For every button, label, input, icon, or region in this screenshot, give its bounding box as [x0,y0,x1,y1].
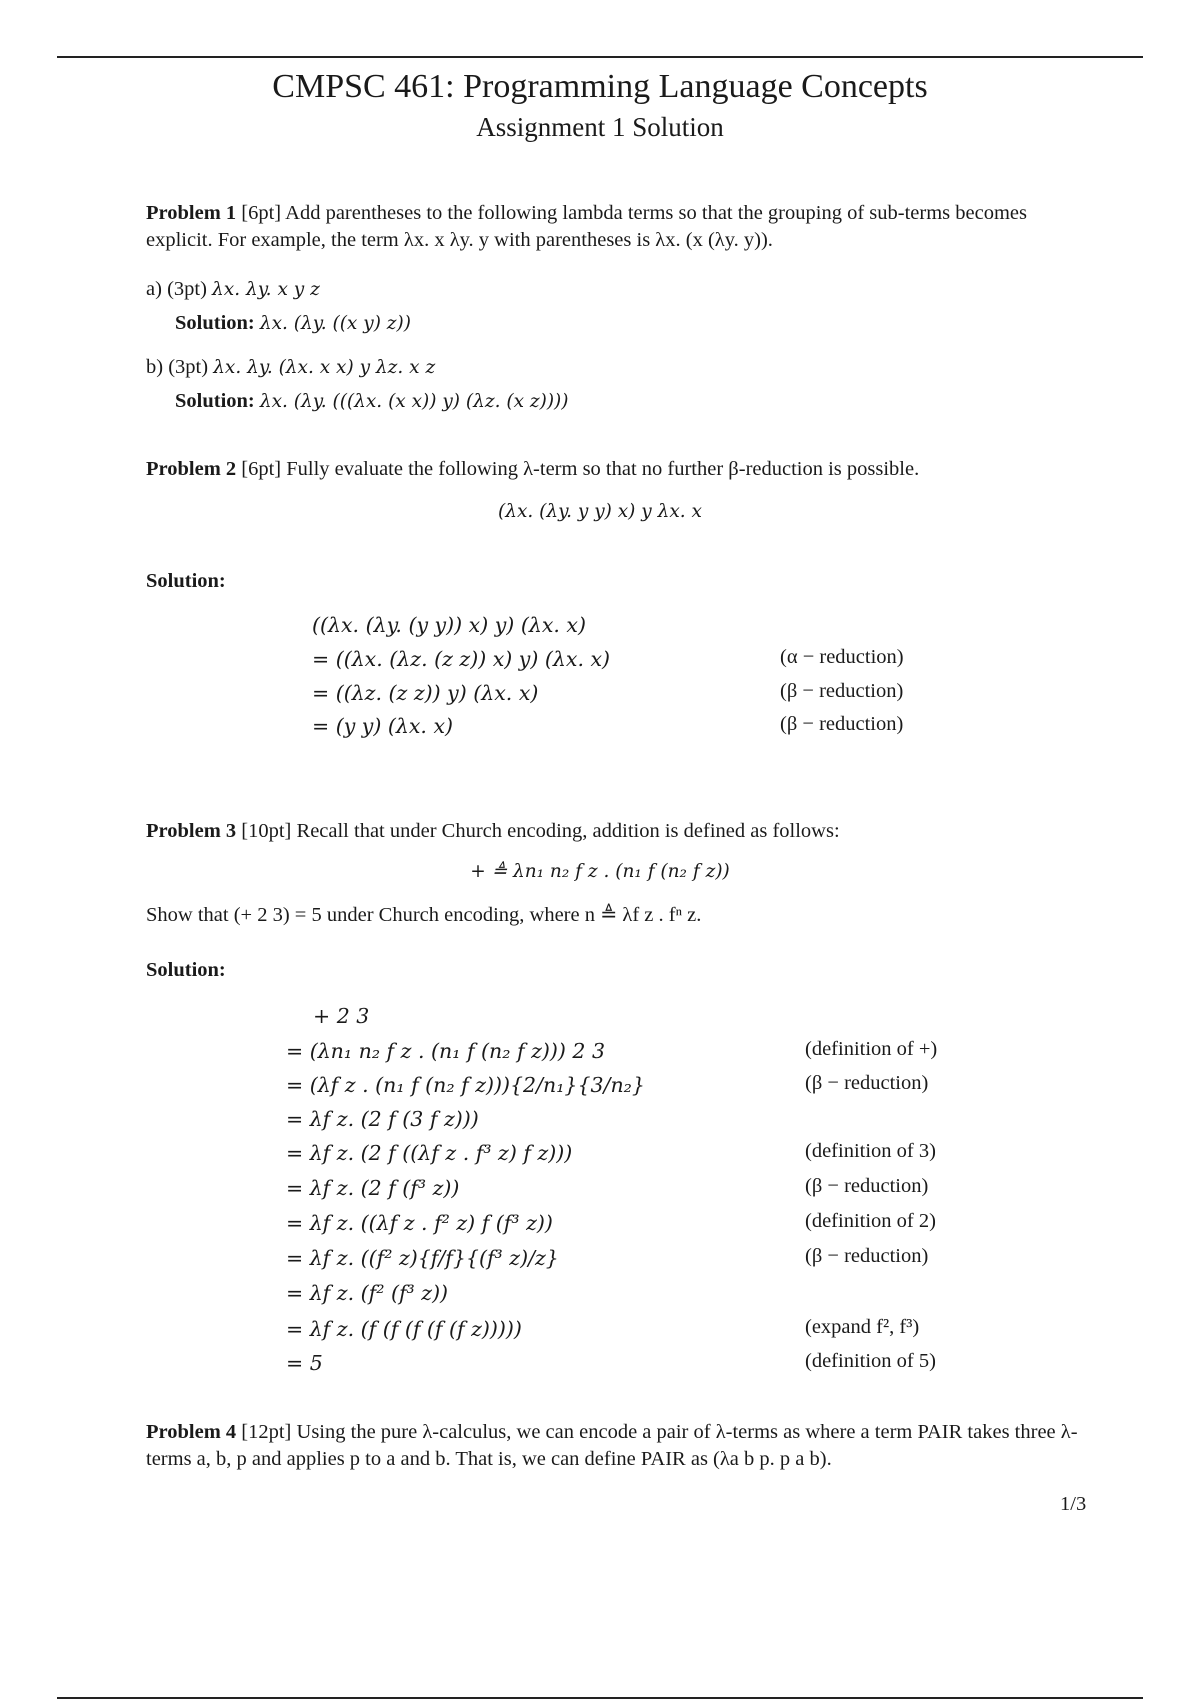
p2-step-2: = ((λz. (z z)) y) (λx. x) [312,681,539,705]
p2-step-0: ((λx. (λy. (y y)) x) y) (λx. x) [312,613,586,637]
problem-1a [146,276,320,303]
problem-1a-solution [175,310,411,337]
p3-step-10-note: (definition of 5) [805,1350,936,1372]
problem-1a-term: λx. λy. x y z [212,279,320,300]
p3-step-2: = (λf z . (n₁ f (n₂ f z))){2/n₁}{3/n₂} [286,1073,645,1097]
problem-1a-points: (3pt) [167,278,207,300]
problem-2-term: (λx. (λy. y y) x) y λx. x [498,501,702,522]
problem-2-points: [6pt] [241,458,282,480]
problem-1b-points: (3pt) [168,356,209,378]
p2-step-1-note: (α − reduction) [780,646,904,668]
addition-definition: + ≜ λn₁ n₂ f z . (n₁ f (n₂ f z)) [470,861,730,882]
p3-step-4: = λf z. (2 f ((λf z . f³ z) f z))) [286,1141,573,1165]
p3-step-9-note: (expand f², f³) [805,1316,920,1338]
problem-1b [146,354,435,381]
p3-step-0: + 2 3 [313,1004,370,1028]
problem-1a-label: a) [146,278,162,300]
p2-step-1: = ((λx. (λz. (z z)) x) y) (λx. x) [312,647,611,671]
p2-step-2-note: (β − reduction) [780,680,904,702]
problem-1-points: [6pt] [241,202,282,224]
problem-2-label: Problem 2 [146,458,237,480]
problem-4-points: [12pt] [241,1421,292,1443]
p3-step-8: = λf z. (f² (f³ z)) [286,1281,449,1305]
problem-3-show-text: Show that (+ 2 3) = 5 under Church encoding, where n ≜ λf z . fⁿ z. [146,904,702,926]
p2-step-3-note: (β − reduction) [780,713,904,735]
document-subtitle: Assignment 1 Solution [476,112,724,142]
problem-2-statement [146,456,1091,483]
bottom-rule [57,1697,1143,1699]
problem-1a-solution-label: Solution: [175,312,255,334]
problem-1-statement [146,200,1091,254]
problem-3-solution-label: Solution: [146,959,226,981]
problem-1b-term: λx. λy. (λx. x x) y λz. x z [213,357,436,378]
p3-step-6: = λf z. ((λf z . f² z) f (f³ z)) [286,1211,553,1235]
problem-1b-solution-label: Solution: [175,390,255,412]
problem-2-text: Fully evaluate the following λ-term so that no further β-reduction is possible. [286,458,920,480]
problem-1b-solution-term: λx. (λy. (((λx. (x x)) y) (λz. (x z)))) [259,391,569,412]
problem-4-label: Problem 4 [146,1421,237,1443]
problem-1b-solution [175,388,569,415]
document-title: CMPSC 461: Programming Language Concepts [272,68,928,105]
problem-1-text: Add parentheses to the following lambda terms so that the grouping of sub-terms becomes explicit. For example, the term λx. x λy. y with parentheses is λx. (x (λy. y)). [146,202,1027,251]
problem-1b-label: b) [146,356,164,378]
problem-3-points: [10pt] [241,820,292,842]
problem-3-text: Recall that under Church encoding, addition is defined as follows: [296,820,840,842]
problem-2-solution-label: Solution: [146,570,226,592]
page-number: 1/3 [1060,1493,1087,1515]
p3-step-7: = λf z. ((f² z){f/f}{(f³ z)/z} [286,1246,559,1270]
p3-step-6-note: (definition of 2) [805,1210,936,1232]
problem-1-label: Problem 1 [146,202,237,224]
p3-step-4-note: (definition of 3) [805,1140,936,1162]
p3-step-5-note: (β − reduction) [805,1175,929,1197]
problem-3-label: Problem 3 [146,820,237,842]
problem-1a-solution-term: λx. (λy. ((x y) z)) [259,313,411,334]
problem-3-statement [146,818,1091,845]
p3-step-3: = λf z. (2 f (3 f z))) [286,1107,479,1131]
p3-step-1-note: (definition of +) [805,1038,938,1060]
p3-step-9: = λf z. (f (f (f (f (f z))))) [286,1317,522,1341]
top-rule [57,56,1143,58]
p3-step-7-note: (β − reduction) [805,1245,929,1267]
p3-step-2-note: (β − reduction) [805,1072,929,1094]
p3-step-10: = 5 [286,1351,323,1375]
p3-step-5: = λf z. (2 f (f³ z)) [286,1176,460,1200]
problem-4-statement [146,1419,1091,1473]
problem-4-text: Using the pure λ-calculus, we can encode a pair of λ-terms as where a term PAIR takes three λ-terms a, b, p and applies p to a and b. That is, we can define PAIR as (λa b p. p a b). [146,1421,1078,1470]
p3-step-1: = (λn₁ n₂ f z . (n₁ f (n₂ f z))) 2 3 [286,1039,606,1063]
p2-step-3: = (y y) (λx. x) [312,714,454,738]
